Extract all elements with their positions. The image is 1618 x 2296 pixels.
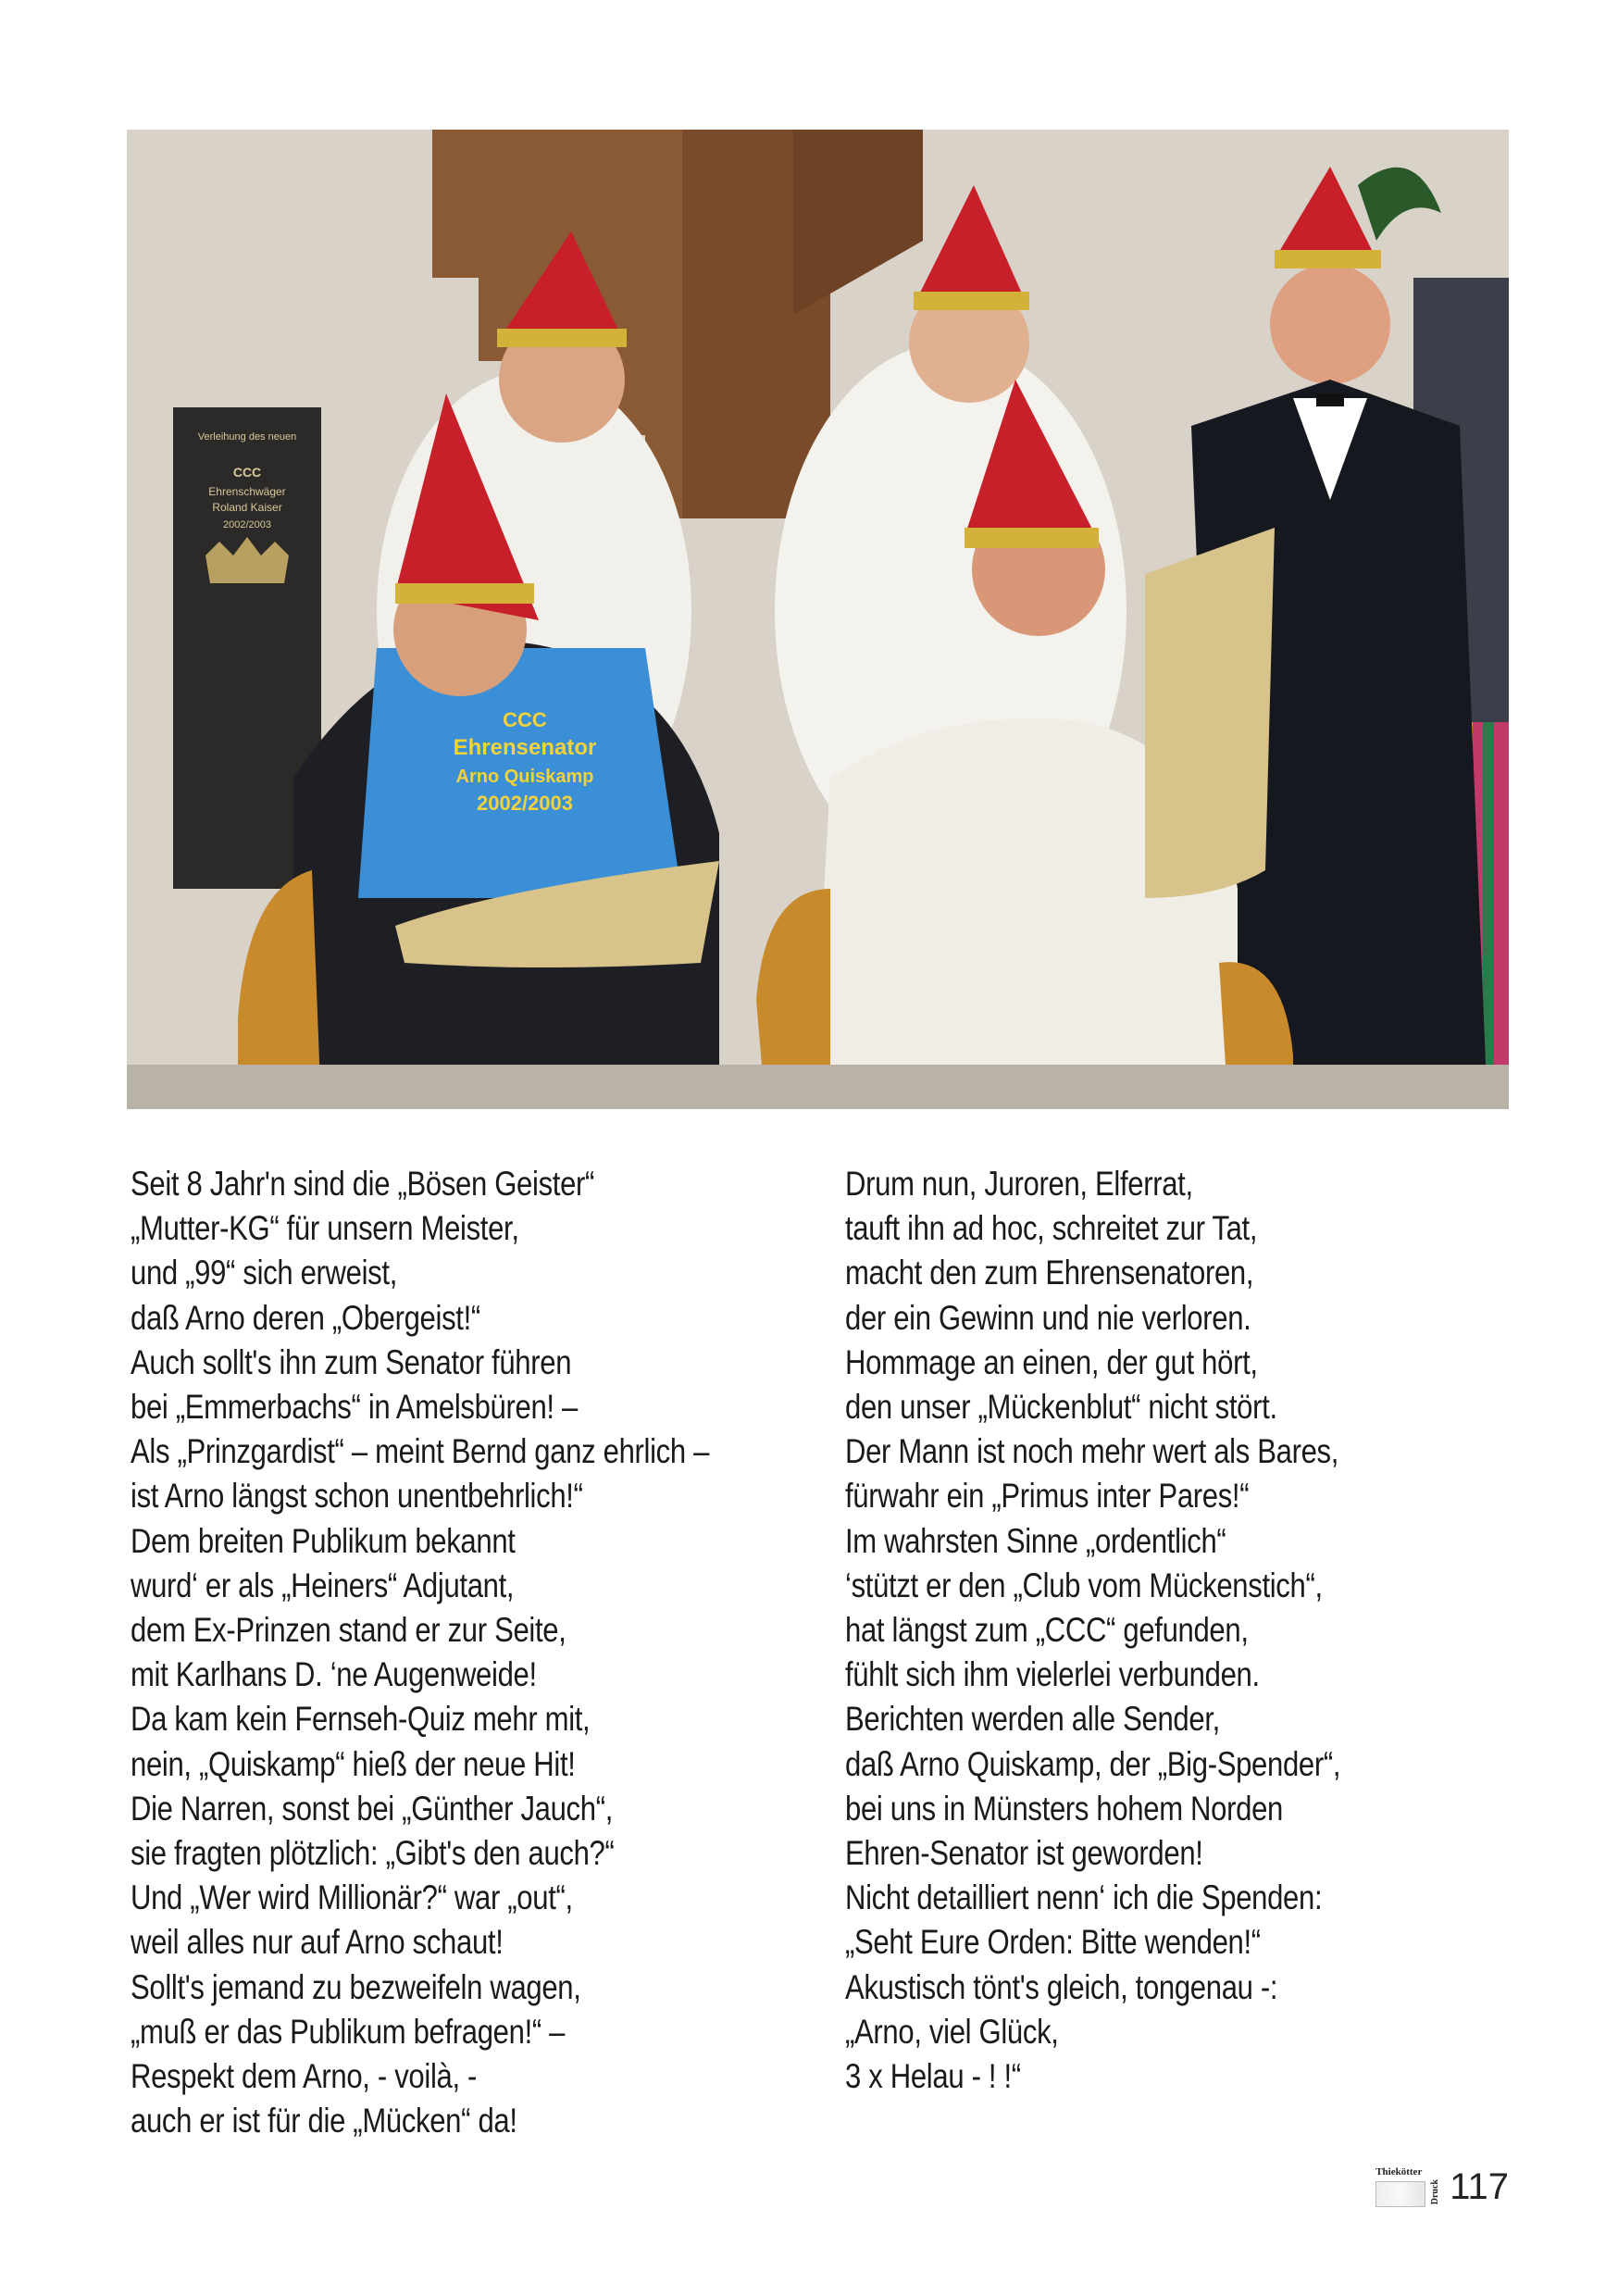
photo-illustration xyxy=(127,130,1509,1109)
svg-text:Verleihung des neuen: Verleihung des neuen xyxy=(197,431,297,443)
poem-line: tauft ihn ad hoc, schreitet zur Tat, xyxy=(845,1209,1258,1248)
poem-column-left xyxy=(131,1162,807,2143)
poem-line: macht den zum Ehrensenatoren, xyxy=(845,1254,1254,1292)
poem-line: bei uns in Münsters hohem Norden xyxy=(845,1789,1283,1828)
poem-line: auch er ist für die „Mücken“ da! xyxy=(131,2102,517,2140)
poem-line: hat längst zum „CCC“ gefunden, xyxy=(845,1611,1249,1650)
poem-line: fürwahr ein „Primus inter Pares!“ xyxy=(845,1477,1250,1516)
poem-line: und „99“ sich erweist, xyxy=(131,1254,398,1292)
poem-line: Seit 8 Jahr'n sind die „Bösen Geister“ xyxy=(131,1165,595,1203)
printer-logo-mark-icon xyxy=(1375,2181,1425,2207)
poem-line: Respekt dem Arno, - voilà, - xyxy=(131,2057,478,2096)
poem-line: weil alles nur auf Arno schaut! xyxy=(131,1923,504,1962)
poem-line: wurd‘ er als „Heiners“ Adjutant, xyxy=(131,1566,515,1604)
poem-line: fühlt sich ihm vielerlei verbunden. xyxy=(845,1655,1260,1694)
poem-line: „Mutter-KG“ für unsern Meister, xyxy=(131,1209,519,1248)
poem-line: „Arno, viel Glück, xyxy=(845,2012,1059,2051)
poem-column-right xyxy=(845,1162,1522,2099)
poem-line: Der Mann ist noch mehr wert als Bares, xyxy=(845,1432,1339,1471)
poem-line: den unser „Mückenblut“ nicht stört. xyxy=(845,1388,1277,1427)
poem-line: Sollt's jemand zu bezweifeln wagen, xyxy=(131,1967,581,2006)
svg-text:2002/2003: 2002/2003 xyxy=(477,792,573,815)
poem-line: Hommage an einen, der gut hört, xyxy=(845,1342,1258,1381)
poem-line: Dem breiten Publikum bekannt xyxy=(131,1521,516,1560)
svg-text:Arno Quiskamp: Arno Quiskamp xyxy=(455,767,594,787)
poem-line: sie fragten plötzlich: „Gibt's den auch?“ xyxy=(131,1834,615,1873)
poem-line: ist Arno längst schon unentbehrlich!“ xyxy=(131,1477,583,1516)
poem-line: Berichten werden alle Sender, xyxy=(845,1700,1220,1739)
poem-line: daß Arno Quiskamp, der „Big-Spender“, xyxy=(845,1744,1341,1783)
poem-line: mit Karlhans D. ‘ne Augenweide! xyxy=(131,1655,537,1694)
poem-line: Drum nun, Juroren, Elferrat, xyxy=(845,1165,1193,1203)
poem-line: Da kam kein Fernseh-Quiz mehr mit, xyxy=(131,1700,591,1739)
event-photo xyxy=(127,130,1509,1109)
svg-text:Ehrenschwäger: Ehrenschwäger xyxy=(208,485,286,498)
svg-text:CCC: CCC xyxy=(232,465,262,480)
poem-line: Akustisch tönt's gleich, tongenau -: xyxy=(845,1967,1278,2006)
poem-line: Ehren-Senator ist geworden! xyxy=(845,1834,1203,1873)
poem-line: ‘stützt er den „Club vom Mückenstich“, xyxy=(845,1566,1323,1604)
poem-line: Als „Prinzgardist“ – meint Bernd ganz ehrlich – xyxy=(131,1432,710,1471)
svg-text:2002/2003: 2002/2003 xyxy=(223,519,271,530)
svg-text:Roland Kaiser: Roland Kaiser xyxy=(212,501,282,514)
printer-logo-name: Thiekötter xyxy=(1375,2166,1423,2177)
poem-line: Im wahrsten Sinne „ordentlich“ xyxy=(845,1521,1226,1560)
poem-line: Nicht detailliert nenn‘ ich die Spenden: xyxy=(845,1878,1323,1917)
poem-line: der ein Gewinn und nie verloren. xyxy=(845,1298,1251,1337)
poem-line: Und „Wer wird Millionär?“ war „out“, xyxy=(131,1878,573,1917)
poem-line: Die Narren, sonst bei „Günther Jauch“, xyxy=(131,1789,614,1828)
poem-line: daß Arno deren „Obergeist!“ xyxy=(131,1298,480,1337)
printer-logo-subtitle: Druck xyxy=(1430,2179,1441,2205)
poem-line: 3 x Helau - ! !“ xyxy=(845,2057,1021,2096)
poem-line: Auch sollt's ihn zum Senator führen xyxy=(131,1342,572,1381)
poem-line: dem Ex-Prinzen stand er zur Seite, xyxy=(131,1611,566,1650)
poem-line: bei „Emmerbachs“ in Amelsbüren! – xyxy=(131,1388,578,1427)
svg-text:Ehrensenator: Ehrensenator xyxy=(453,735,597,760)
poem-line: nein, „Quiskamp“ hieß der neue Hit! xyxy=(131,1744,576,1783)
poem-line: „muß er das Publikum befragen!“ – xyxy=(131,2012,566,2051)
svg-text:CCC: CCC xyxy=(503,708,547,731)
page-number: 117 xyxy=(1450,2166,1509,2207)
poem-line: „Seht Eure Orden: Bitte wenden!“ xyxy=(845,1923,1261,1962)
printer-logo xyxy=(1375,2166,1440,2205)
page-footer xyxy=(1375,2166,1509,2205)
